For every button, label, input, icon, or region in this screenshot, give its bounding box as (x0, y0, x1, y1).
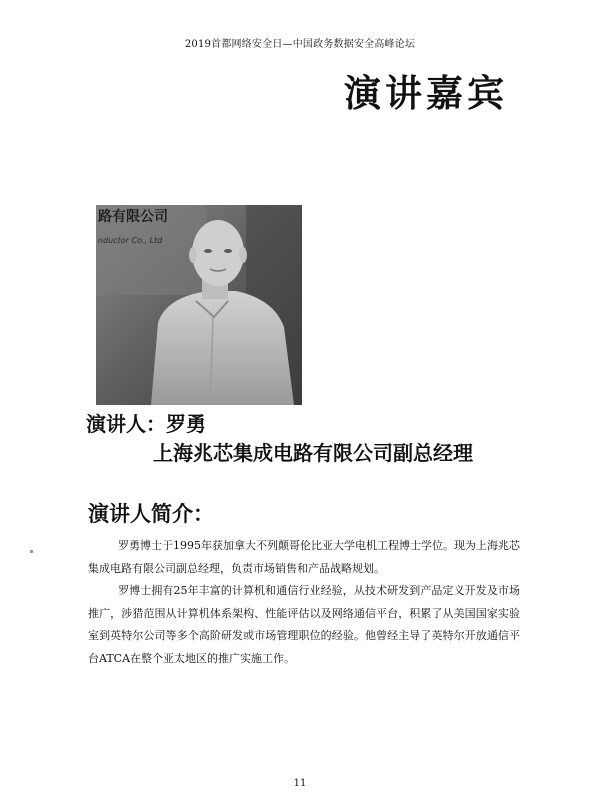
speaker-position: 上海兆芯集成电路有限公司副总经理 (153, 441, 473, 465)
page-number: 11 (293, 778, 307, 789)
bio-heading: 演讲人简介： (88, 502, 214, 526)
bio-paragraph-text: 罗勇博士于1995年获加拿大不列颠哥伦比亚大学电机工程博士学位。现为上海兆芯集成电路有限公司副总经理，负责市场销售和产品战略规划。 (88, 539, 520, 575)
photo-sign-subtext: nductor Co., Ltd (98, 236, 163, 245)
bio-paragraph-text: 罗博士拥有25年丰富的计算机和通信行业经验，从技术研发到产品定义开发及市场推广，涉猎范围从计算机体系架构、性能评估以及网络通信平台，积累了从美国国家实验室到英特尔公司等多个高阶研发或市场管理职位的经验。他曾经主导了英特尔开放通信平台ATCA在整个亚太地区的推广实施工作。 (88, 584, 520, 665)
bio-paragraph (88, 535, 520, 580)
speaker-photo (96, 205, 302, 405)
page-title: 演讲嘉宾 (344, 72, 508, 115)
speaker-name: 演讲人：罗勇 (86, 412, 206, 436)
scan-speck (30, 550, 33, 553)
bio-paragraph (88, 580, 520, 670)
photo-sign-text: 路有限公司 (98, 209, 168, 225)
event-header: 2019首都网络安全日—中国政务数据安全高峰论坛 (184, 39, 416, 50)
